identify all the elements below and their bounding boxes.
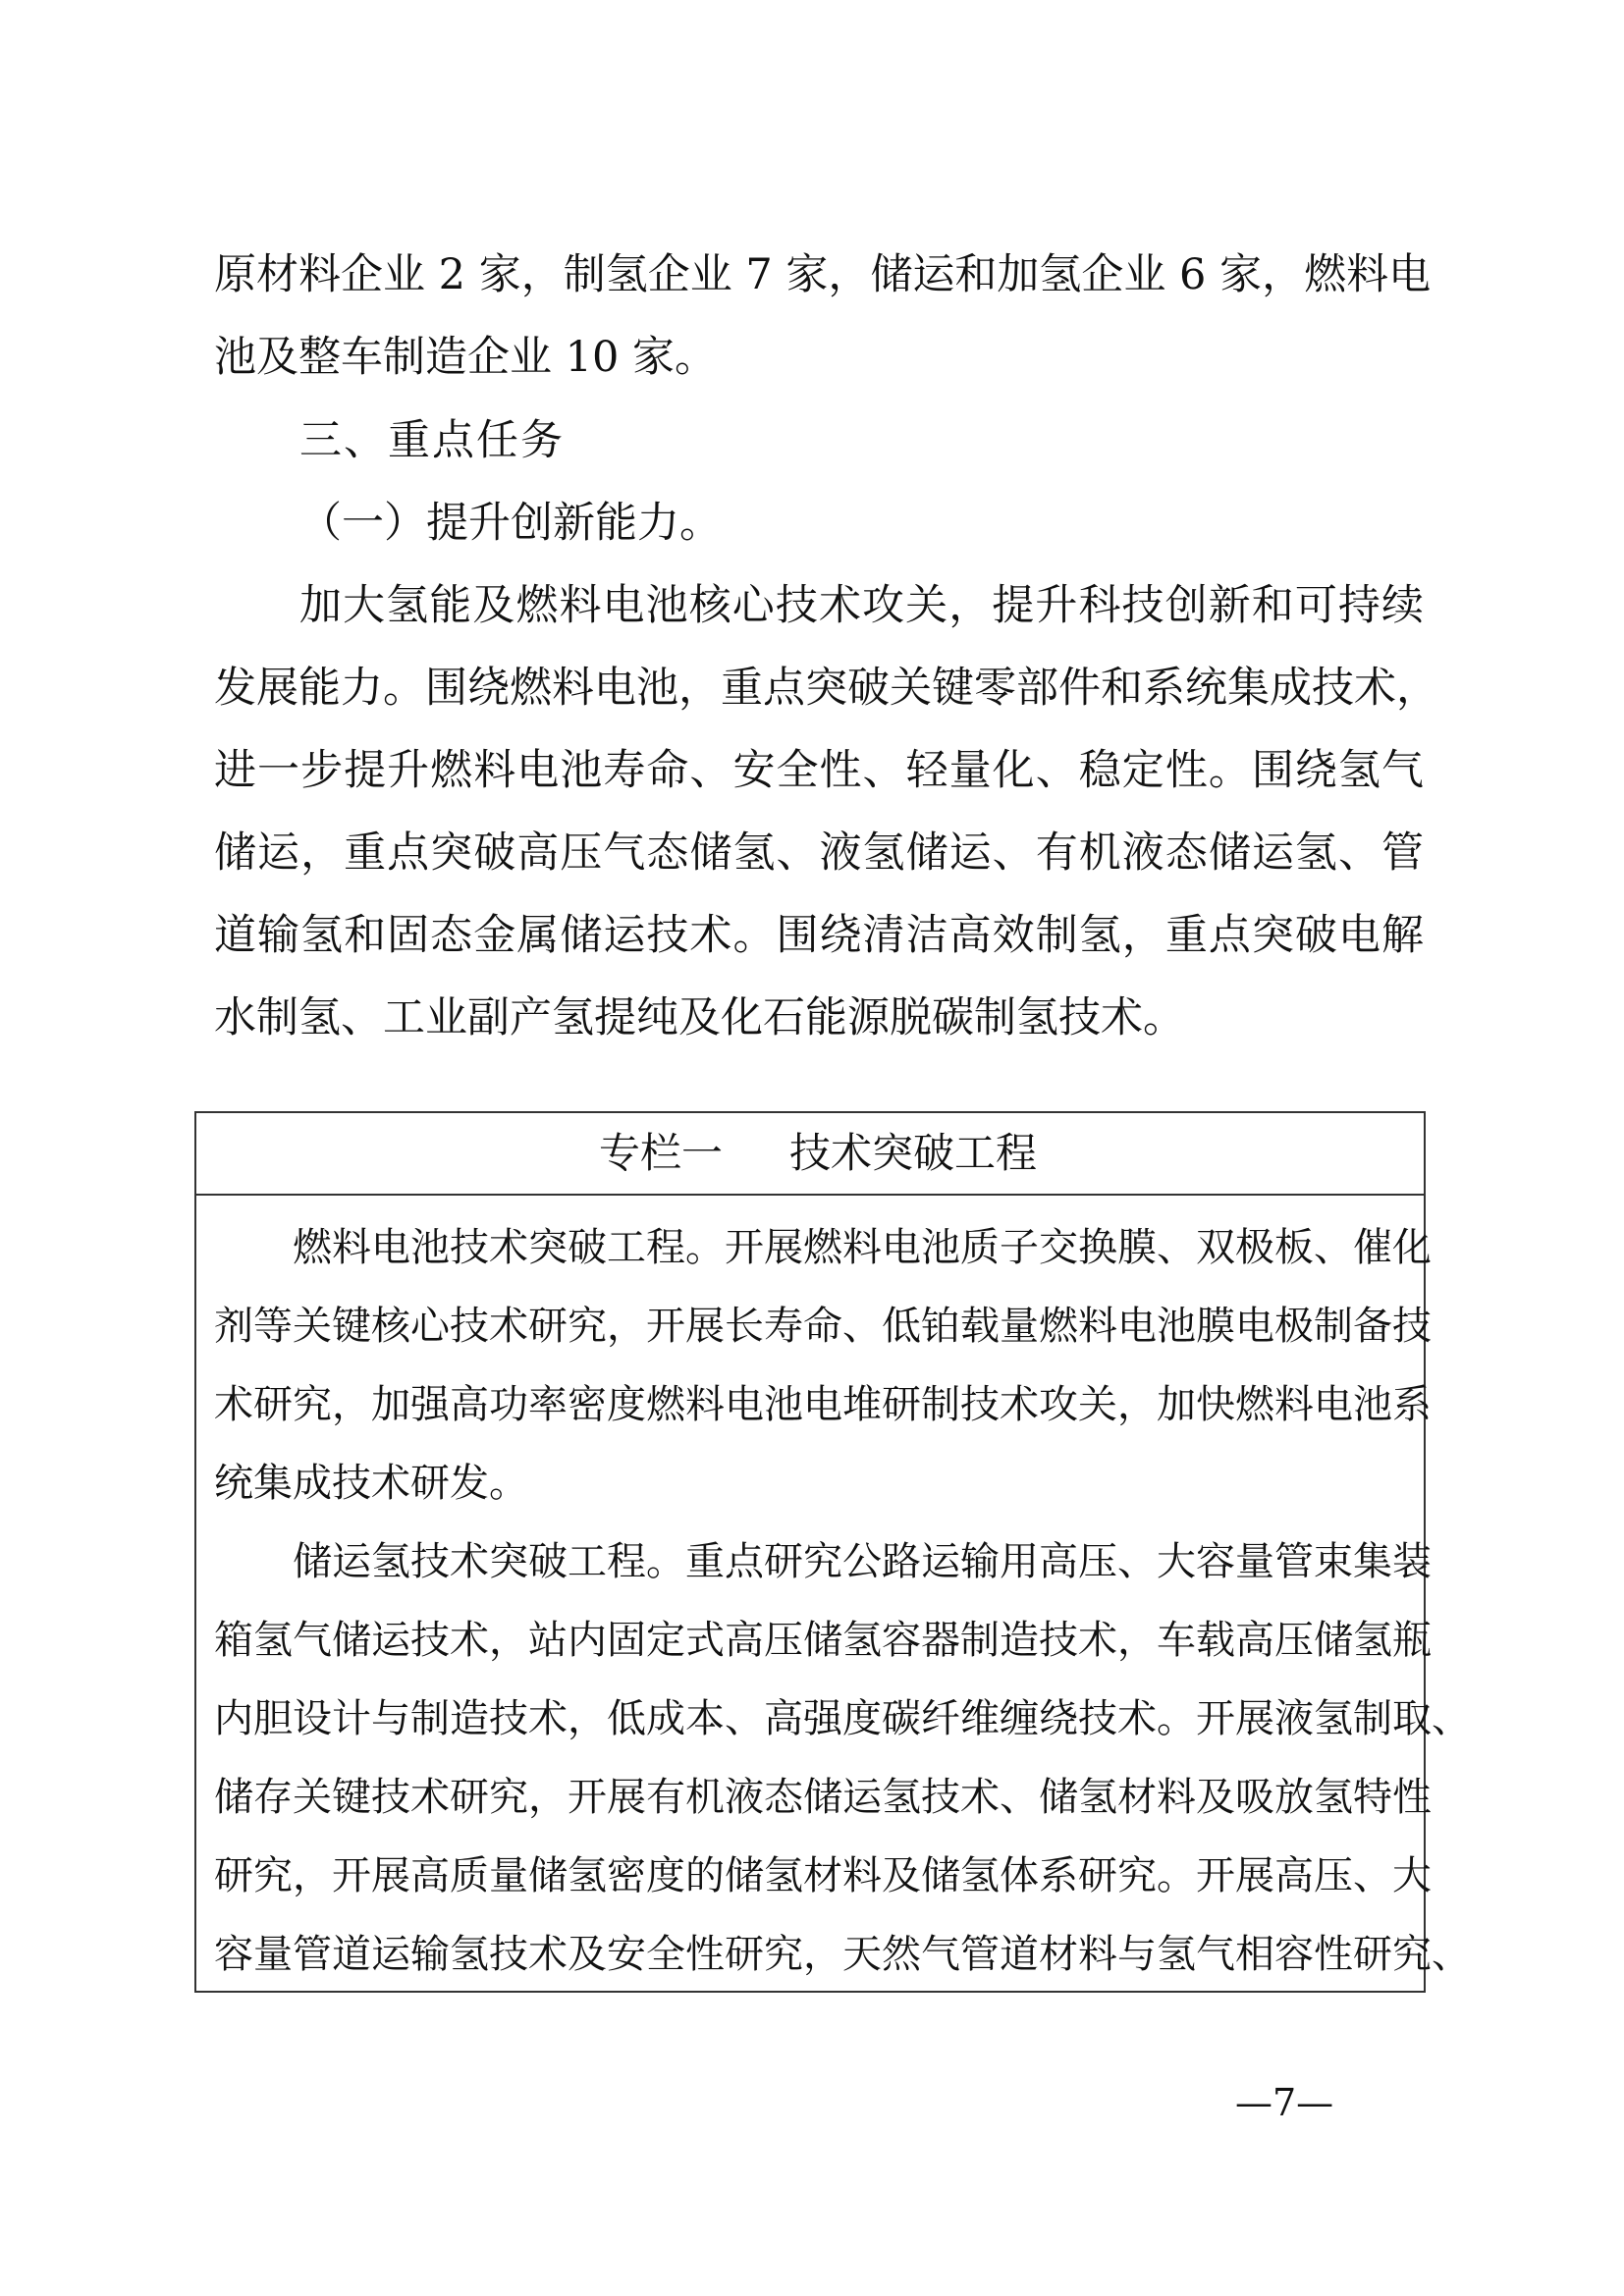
special-column-box xyxy=(194,1111,1471,1993)
box-paragraph-line: 储运氢技术突破工程。重点研究公路运输用高压、大容量管束集装 xyxy=(293,1539,1432,1584)
box-paragraph-line: 统集成技术研发。 xyxy=(214,1461,528,1506)
box-paragraph-line: 内胆设计与制造技术，低成本、高强度碳纤维缠绕技术。开展液氢制取、 xyxy=(214,1696,1471,1741)
section-heading: 三、重点任务 xyxy=(299,416,565,465)
body-paragraph-line: 道输氢和固态金属储运技术。围绕清洁高效制氢，重点突破电解 xyxy=(214,911,1424,960)
box-paragraph-line: 箱氢气储运技术，站内固定式高压储氢容器制造技术，车载高压储氢瓶 xyxy=(214,1618,1432,1663)
page-number: —7— xyxy=(1235,2081,1334,2124)
box-paragraph-line: 容量管道运输氢技术及安全性研究，天然气管道材料与氢气相容性研究、 xyxy=(214,1932,1471,1977)
subsection-heading: （一）提升创新能力。 xyxy=(299,499,722,548)
box-paragraph-line: 剂等关键核心技术研究，开展长寿命、低铂载量燃料电池膜电极制备技 xyxy=(214,1304,1432,1349)
body-paragraph-line: 发展能力。围绕燃料电池，重点突破关键零部件和系统集成技术， xyxy=(214,664,1438,713)
special-column-title-row xyxy=(196,1113,1424,1196)
intro-line-2: 池及整车制造企业 10 家。 xyxy=(214,333,718,382)
box-paragraph-line: 储存关键技术研究，开展有机液态储运氢技术、储氢材料及吸放氢特性 xyxy=(214,1775,1432,1820)
body-paragraph-line: 水制氢、工业副产氢提纯及化石能源脱碳制氢技术。 xyxy=(214,993,1185,1042)
special-column-label: 专栏一 xyxy=(599,1129,724,1177)
intro-line-1: 原材料企业 2 家，制氢企业 7 家，储运和加氢企业 6 家，燃料电 xyxy=(214,250,1432,299)
body-paragraph-line: 加大氢能及燃料电池核心技术攻关，提升科技创新和可持续 xyxy=(299,581,1424,630)
box-paragraph-line: 术研究，加强高功率密度燃料电池电堆研制技术攻关，加快燃料电池系 xyxy=(214,1382,1432,1427)
body-paragraph-line: 储运，重点突破高压气态储氢、液氢储运、有机液态储运氢、管 xyxy=(214,828,1424,878)
box-paragraph-line: 研究，开展高质量储氢密度的储氢材料及储氢体系研究。开展高压、大 xyxy=(214,1853,1432,1898)
special-column-title: 技术突破工程 xyxy=(789,1129,1038,1177)
body-paragraph-line: 进一步提升燃料电池寿命、安全性、轻量化、稳定性。围绕氢气 xyxy=(214,746,1424,795)
box-paragraph-line: 燃料电池技术突破工程。开展燃料电池质子交换膜、双极板、催化 xyxy=(293,1225,1432,1270)
